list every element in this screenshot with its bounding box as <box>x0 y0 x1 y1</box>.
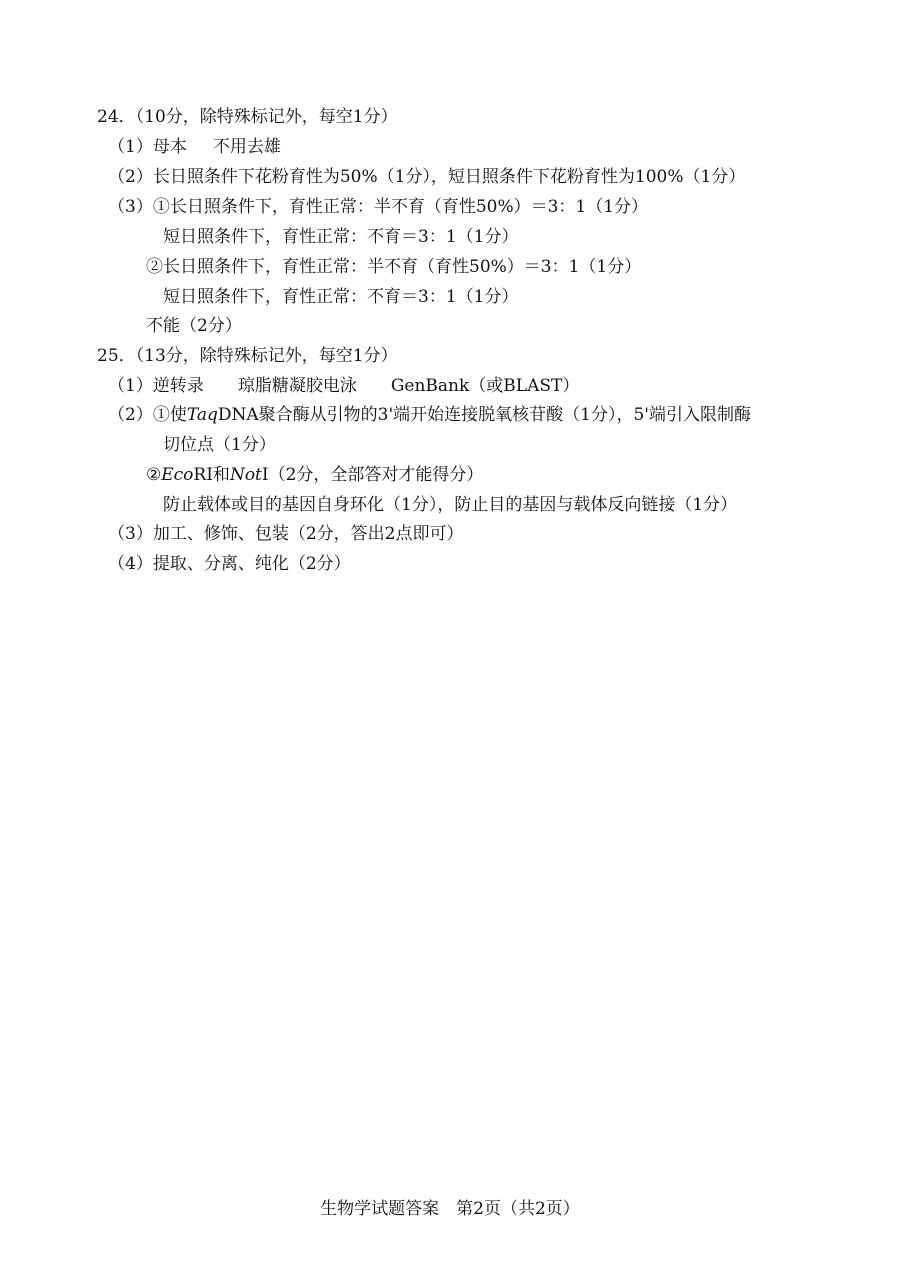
q25-part2-line4: 防止载体或目的基因自身环化（1分），防止目的基因与载体反向链接（1分） <box>163 495 738 515</box>
q25-part2-line3-rest: Ⅰ（2分，全部答对才能得分） <box>261 465 484 485</box>
q24-part3-line1: （3）①长日照条件下，育性正常：半不育（育性50%）＝3：1（1分） <box>108 197 649 217</box>
q25-part1-answer-b: 琼脂糖凝胶电泳 <box>237 376 357 396</box>
q25-part1 <box>108 375 579 397</box>
q24-part3-line3: ②长日照条件下，育性正常：半不育（育性50%）＝3：1（1分） <box>146 257 642 277</box>
q24-part1 <box>108 136 281 158</box>
q25-part1-answer-c: GenBank（或BLAST） <box>390 376 580 396</box>
q25-part2-line1 <box>108 404 751 426</box>
q24-part2: （2）长日照条件下花粉育性为50%（1分），短日照条件下花粉育性为100%（1分） <box>108 167 746 187</box>
q25-part2-line2: 切位点（1分） <box>163 435 276 455</box>
noti-term: Not <box>229 465 262 485</box>
q25-part2-line3-prefix: ② <box>146 465 162 485</box>
q25-part2-line1-prefix: （2）①使 <box>108 405 187 425</box>
q25-part3: （3）加工、修饰、包装（2分，答出2点即可） <box>108 524 464 544</box>
q24-part1-answer-a: （1）母本 <box>108 137 187 157</box>
q25-part1-answer-a: （1）逆转录 <box>108 376 204 396</box>
q25-part2-line1-rest: DNA聚合酶从引物的3'端开始连接脱氧核苷酸（1分），5'端引入限制酶 <box>217 405 751 425</box>
q24-part3-line4: 短日照条件下，育性正常：不育＝3：1（1分） <box>163 287 519 307</box>
q25-part2-line3 <box>146 464 483 486</box>
q24-part3-line5: 不能（2分） <box>146 316 242 336</box>
q24-header: 24．（10分，除特殊标记外，每空1分） <box>97 107 398 127</box>
q25-part2-line3-mid: RⅠ和 <box>193 465 230 485</box>
q25-part4: （4）提取、分离、纯化（2分） <box>108 554 351 574</box>
q24-part1-answer-b: 不用去雄 <box>212 137 281 157</box>
taq-term: Taq <box>186 405 218 425</box>
q25-header: 25．（13分，除特殊标记外，每空1分） <box>97 346 398 366</box>
ecori-term: Eco <box>161 465 194 485</box>
q24-part3-line2: 短日照条件下，育性正常：不育＝3：1（1分） <box>163 227 519 247</box>
page-footer: 生物学试题答案 第2页（共2页） <box>320 1199 580 1219</box>
